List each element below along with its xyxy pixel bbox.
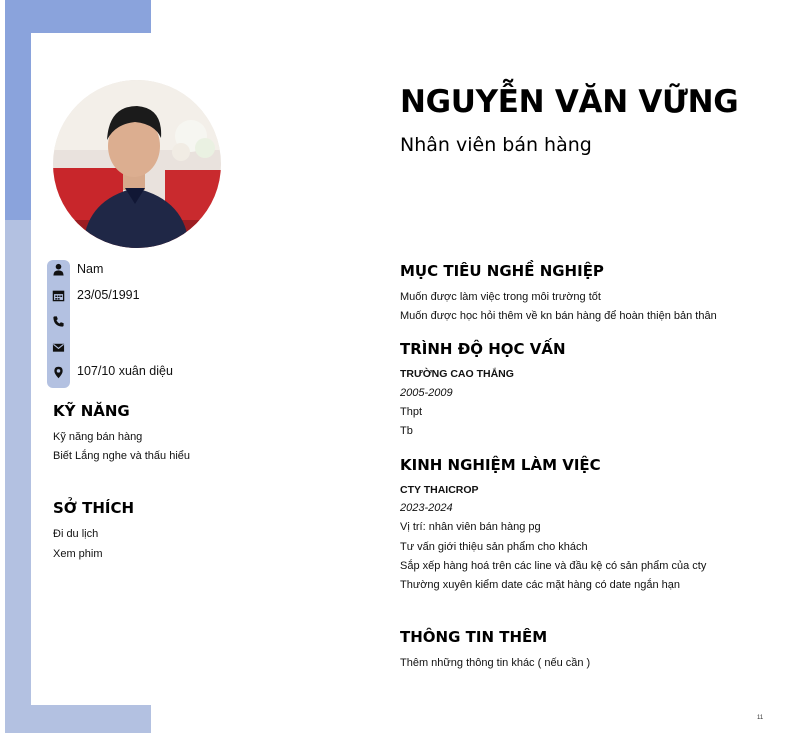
- page-number: 11: [757, 715, 764, 721]
- education-major: Thpt: [400, 406, 423, 418]
- experience-company: CTY THAICROP: [400, 484, 479, 496]
- calendar-icon: [52, 289, 65, 302]
- person-icon: [52, 263, 65, 276]
- education-school: TRƯỜNG CAO THẮNG: [400, 368, 514, 380]
- accent-stripe-side: [5, 220, 31, 733]
- phone-icon: [52, 315, 65, 328]
- skill-item: Biết Lắng nghe và thấu hiểu: [53, 450, 191, 462]
- additional-heading: THÔNG TIN THÊM: [400, 628, 548, 646]
- mail-icon: [52, 341, 65, 354]
- objective-line: Muốn được làm việc trong môi trường tốt: [400, 291, 601, 303]
- candidate-name: NGUYỄN VĂN VỮNG: [400, 84, 739, 120]
- experience-heading: KINH NGHIỆM LÀM VIỆC: [400, 456, 601, 474]
- experience-line: Thường xuyên kiểm date các mặt hàng có date ngắn hạn: [400, 579, 680, 591]
- hobby-item: Đi du lịch: [53, 528, 99, 540]
- job-title: Nhân viên bán hàng: [400, 134, 592, 156]
- accent-block-bottom: [5, 705, 151, 733]
- education-grade: Tb: [400, 425, 413, 437]
- experience-line: Sắp xếp hàng hoá trên các line và đầu kệ có sản phẩm của cty: [400, 560, 707, 572]
- hobbies-heading: SỞ THÍCH: [53, 499, 135, 517]
- birthday-text: 23/05/1991: [77, 288, 140, 302]
- location-pin-icon: [52, 366, 65, 379]
- experience-period: 2023-2024: [400, 502, 453, 514]
- address-text: 107/10 xuân diệu: [77, 364, 173, 378]
- education-period: 2005-2009: [400, 387, 453, 399]
- gender-text: Nam: [77, 262, 104, 276]
- experience-line: Vị trí: nhân viên bán hàng pg: [400, 521, 541, 533]
- objective-line: Muốn được học hỏi thêm về kn bán hàng để hoàn thiện bản thân: [400, 310, 717, 322]
- skill-item: Kỹ năng bán hàng: [53, 431, 143, 443]
- objective-heading: MỤC TIÊU NGHỀ NGHIỆP: [400, 262, 604, 280]
- skills-heading: KỸ NĂNG: [53, 402, 130, 420]
- additional-text: Thêm những thông tin khác ( nếu cần ): [400, 657, 591, 669]
- hobby-item: Xem phim: [53, 548, 103, 560]
- experience-line: Tư vấn giới thiệu sản phẩm cho khách: [400, 541, 588, 553]
- profile-photo: [53, 80, 221, 248]
- education-heading: TRÌNH ĐỘ HỌC VẤN: [400, 340, 566, 358]
